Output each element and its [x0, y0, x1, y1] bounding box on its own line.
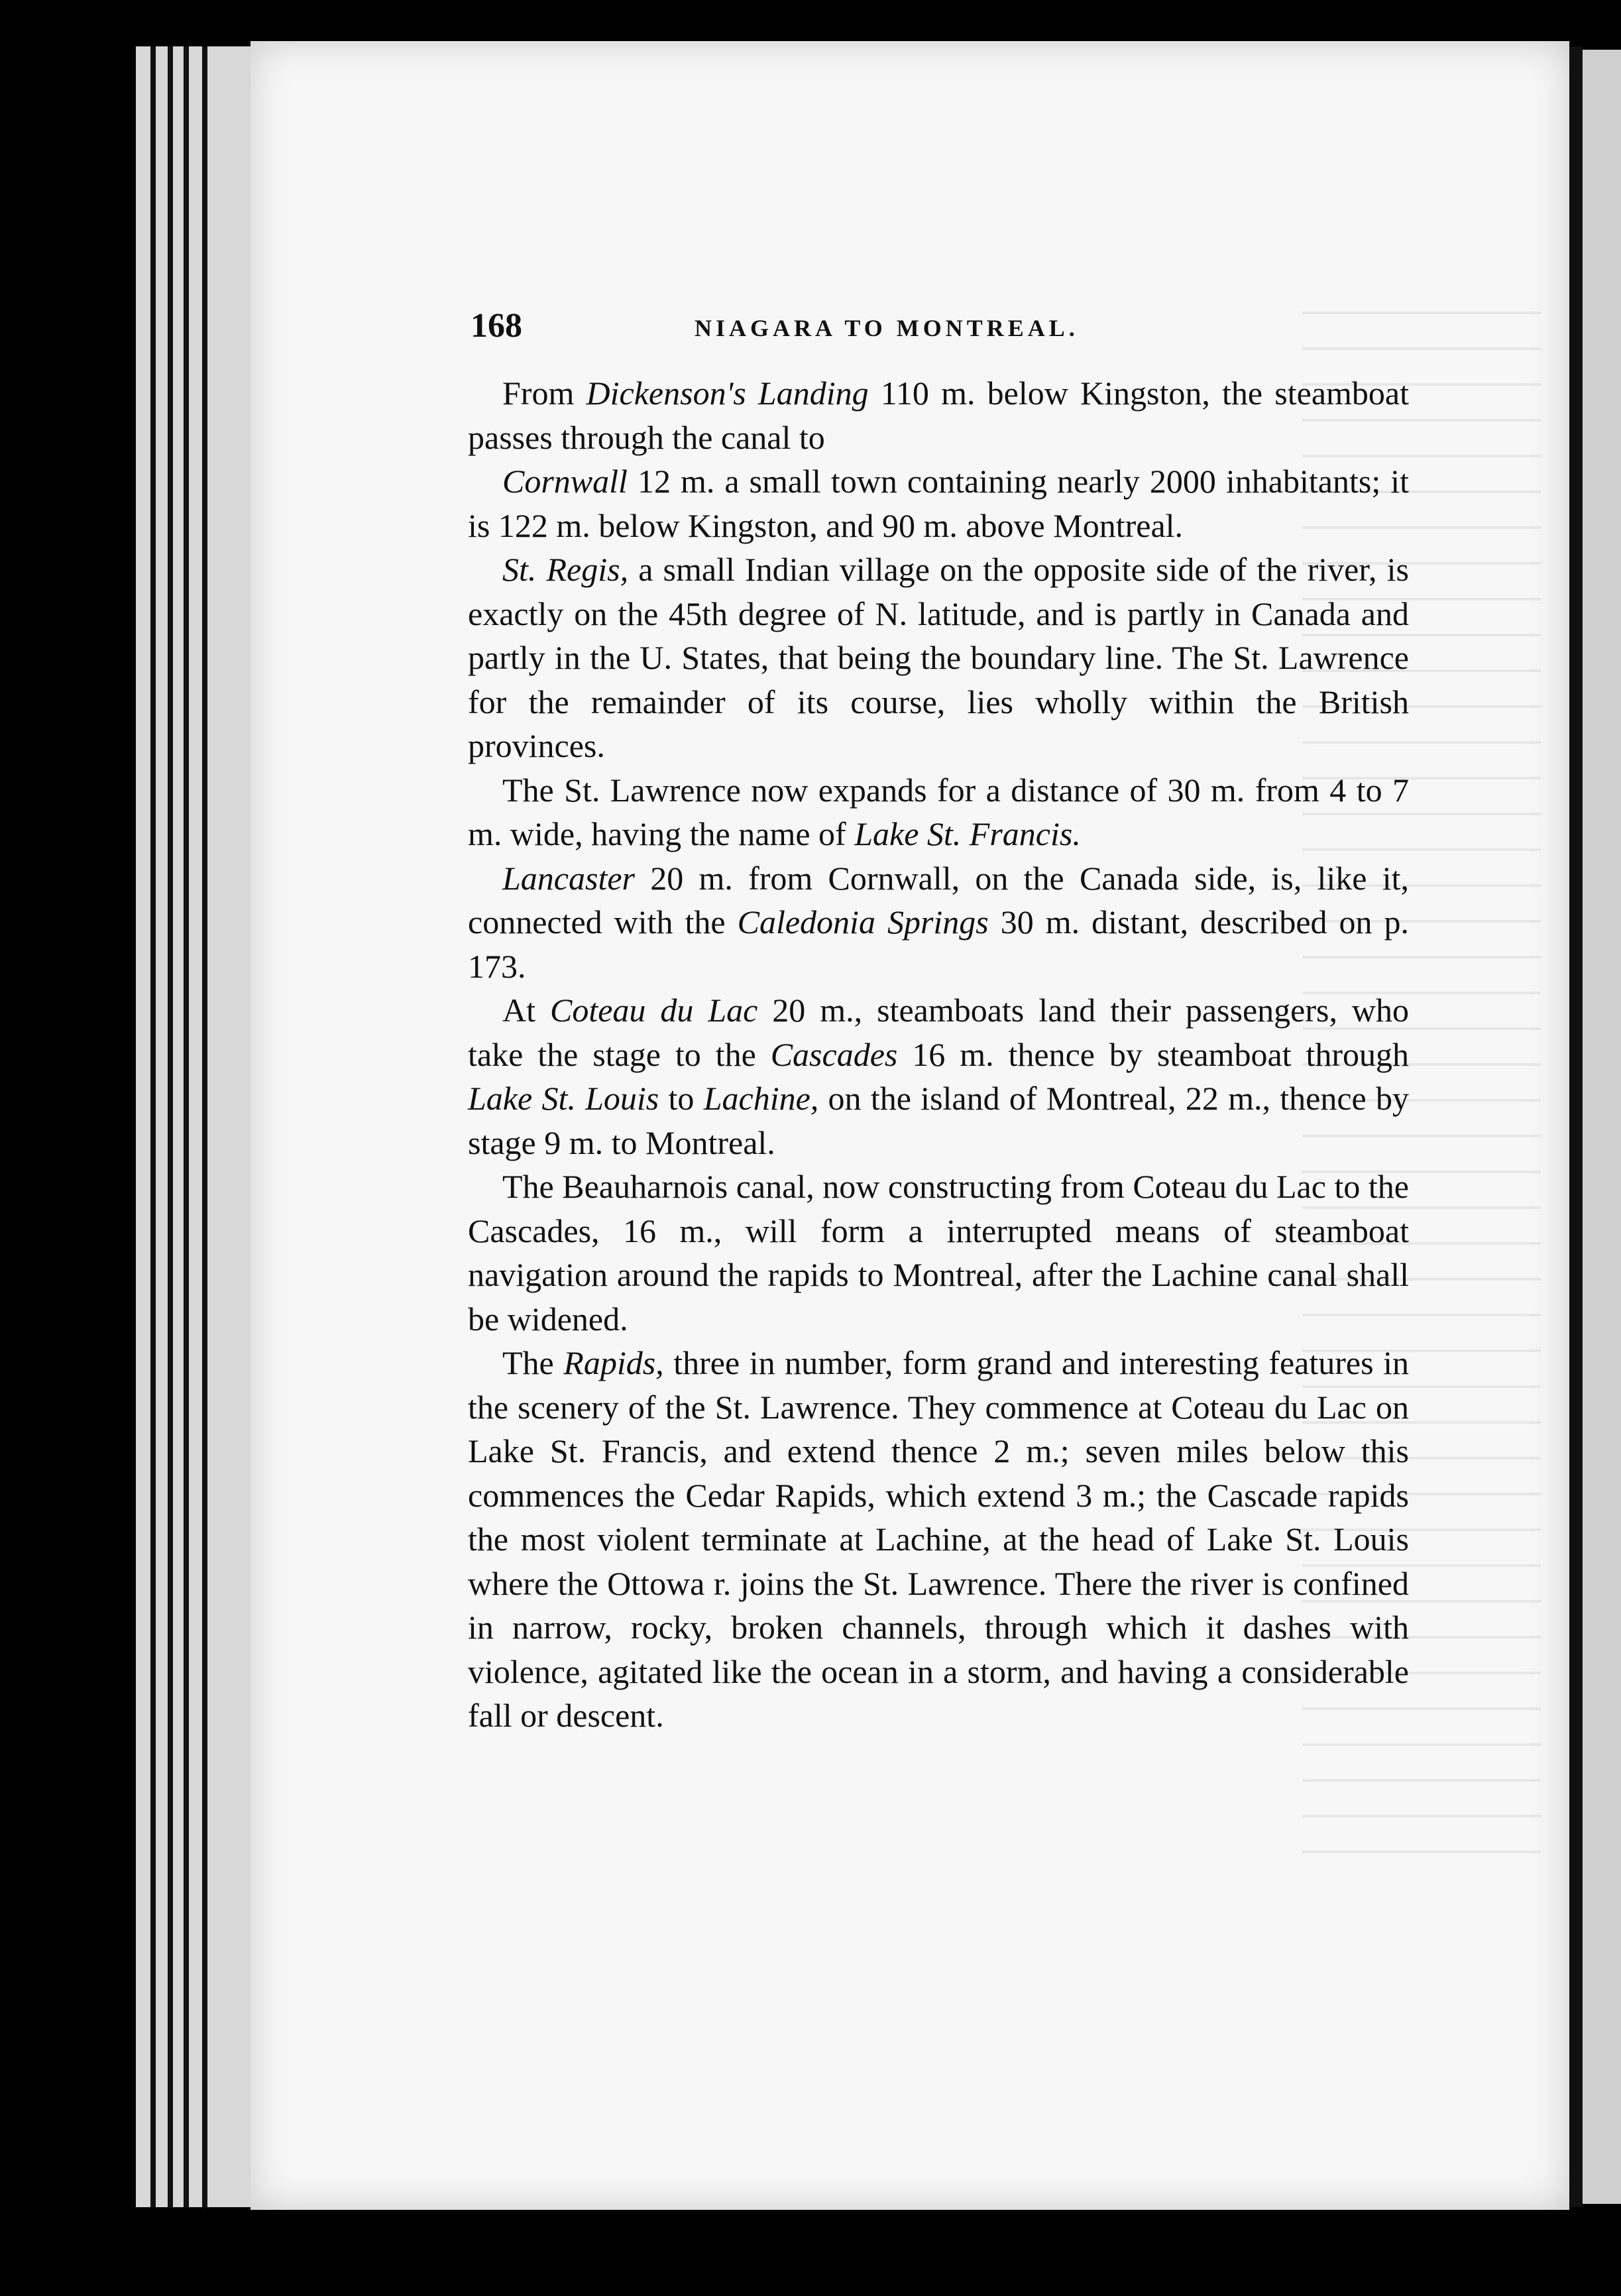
text-run: The Beauharnois canal, now constructing from Coteau du Lac to the Cascades, 16 m., will form a interrupted means of steamboat navigation around the rapids to Montreal, after the Lachine canal shall be widened.: [468, 1168, 1409, 1338]
paragraph-lancaster: [468, 856, 1409, 989]
text-run: 16 m. thence by steamboat through: [897, 1035, 1409, 1073]
italic-place-name: Coteau du Lac: [549, 992, 758, 1029]
page-number: 168: [471, 307, 522, 345]
italic-place-name: Cornwall: [502, 463, 628, 500]
text-run: The St. Lawrence now expands for a distance of 30 m. from 4 to 7 m. wide, having the name of: [468, 771, 1409, 852]
italic-place-name: Dickenson's Landing: [586, 374, 869, 412]
page-edge-line: [184, 46, 189, 2207]
text-run: a small Indian village on the opposite side of the river, is exactly on the 45th degree of N. latitude, and is partly in Canada and partly in the U. States, that being the boundary line. The St. Lawrence for the remainder of its course, lies wholly within the British provinces.: [468, 551, 1409, 764]
text-run: three in number, form grand and interesting features in the scenery of the St. Lawrence. They commence at Coteau du Lac on Lake St. Francis, and extend thence 2 m.; seven miles below this commences the Cedar Rapids, which extend 3 m.; the Cascade rapids the most violent terminate at Lachine, at the head of Lake St. Louis where the Ottowa r. joins the St. Lawrence. There the river is confined in narrow, rocky, broken channels, through which it dashes with violence, agitated like the ocean in a storm, and having a considerable fall or descent.: [468, 1344, 1409, 1734]
italic-place-name: Lachine,: [703, 1080, 819, 1117]
text-run: 110 m. below Kingston, the steamboat passes through the canal to: [468, 374, 1409, 456]
italic-place-name: Caledonia Springs: [737, 903, 989, 941]
text-run: At: [502, 992, 550, 1029]
italic-place-name: Rapids,: [563, 1344, 664, 1381]
italic-place-name: St. Regis,: [502, 551, 629, 588]
italic-place-name: Cascades: [770, 1035, 898, 1073]
text-run: 20 m., steamboats land their passengers, who take the stage to the: [468, 992, 1410, 1073]
text-run: 30 m. distant, described on p. 173.: [468, 903, 1409, 985]
italic-place-name: Lake St. Louis: [468, 1080, 659, 1117]
gutter-shadow: [1569, 46, 1583, 2207]
body-text: [468, 371, 1409, 1738]
facing-page-edge: [1583, 50, 1621, 2204]
text-run: The: [502, 1344, 564, 1381]
paragraph-st-regis: [468, 547, 1409, 768]
paragraph-coteau-du-lac: [468, 988, 1409, 1165]
page-edge-line: [150, 46, 156, 2207]
text-run: From: [502, 374, 587, 412]
text-run: 12 m. a small town containing nearly 2000 inhabitants; it is 122 m. below Kingston, and 90 m. above Montreal.: [468, 463, 1409, 544]
text-run: on the island of Montreal, 22 m., thence by stage 9 m. to Montreal.: [468, 1080, 1409, 1161]
paragraph-dickensons-landing: [468, 371, 1409, 459]
paragraph-rapids: [468, 1341, 1409, 1738]
text-run: to: [659, 1080, 704, 1117]
page-edge-line: [168, 46, 173, 2207]
paragraph-cornwall: [468, 459, 1409, 547]
text-run: 20 m. from Cornwall, on the Canada side, is, like it, connected with the: [468, 859, 1409, 941]
running-head: NIAGARA TO MONTREAL.: [695, 315, 1079, 341]
paragraph-lake-st-francis: [468, 768, 1409, 856]
stacked-page-edges: [136, 46, 262, 2207]
page-edge-line: [202, 46, 207, 2207]
page-header: [471, 306, 1412, 353]
italic-place-name: Lancaster: [502, 859, 635, 897]
paragraph-beauharnois-canal: [468, 1165, 1409, 1341]
italic-place-name: Lake St. Francis.: [854, 815, 1081, 852]
